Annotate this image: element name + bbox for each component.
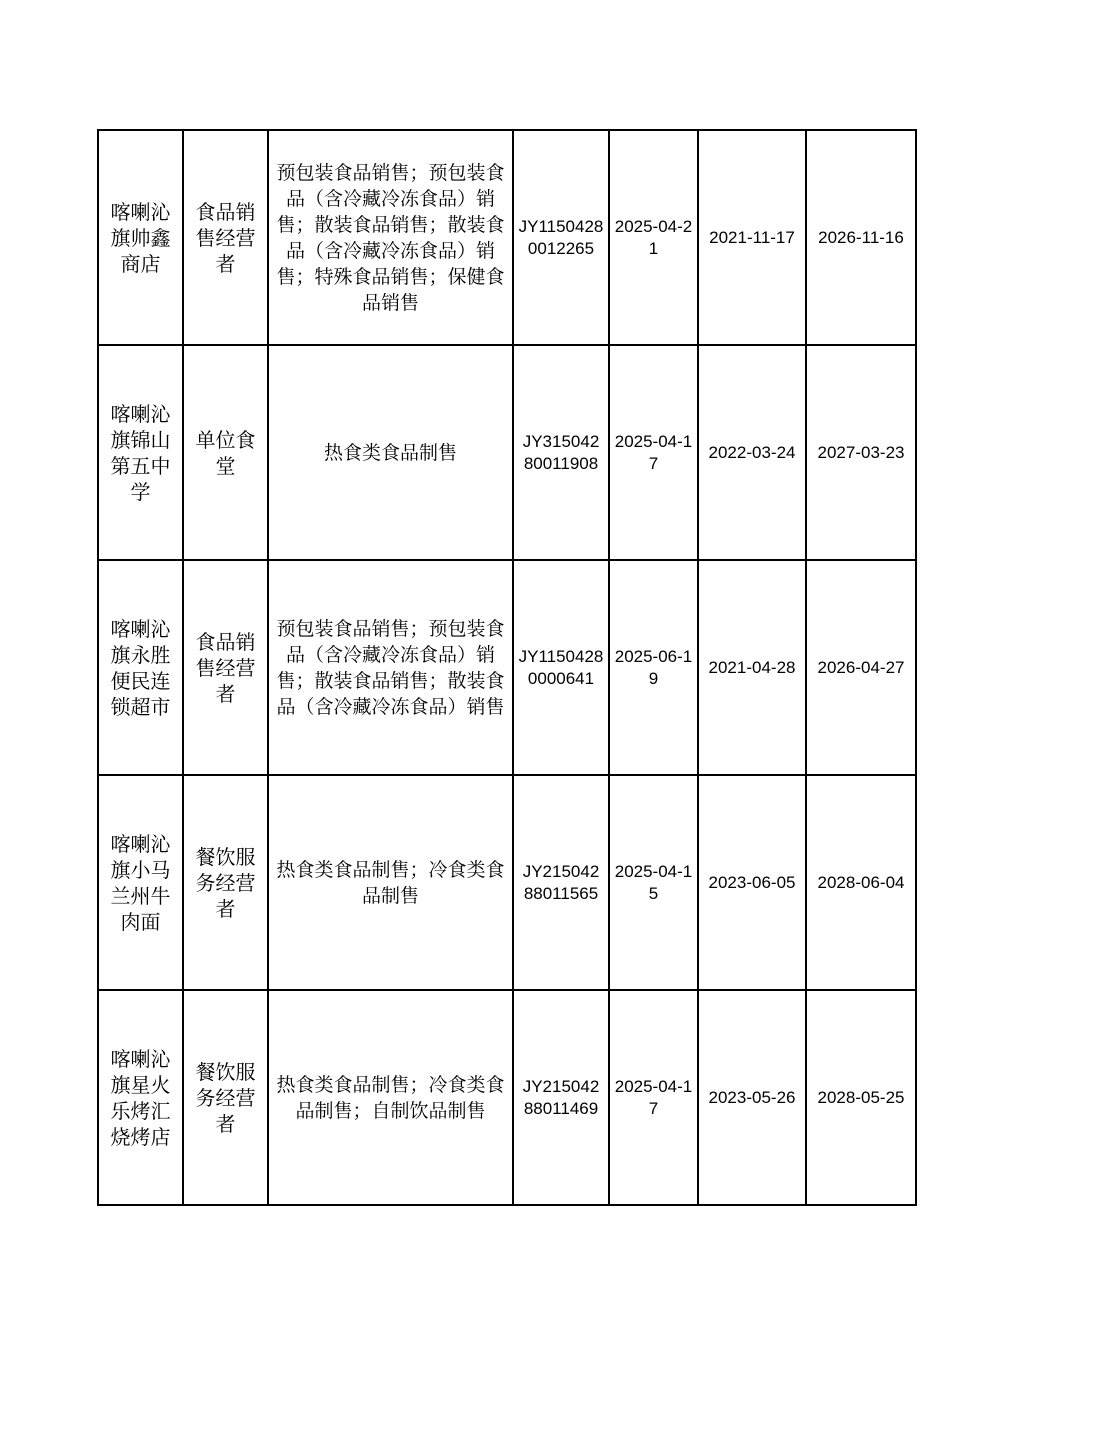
table-row: [98, 990, 916, 1205]
food-license-table: [97, 129, 917, 1206]
business-name-cell: 喀喇沁旗永胜便民连锁超市: [98, 560, 183, 775]
table-row: [98, 775, 916, 990]
table-row: [98, 130, 916, 345]
issue-date-cell: 2025-04-17: [609, 990, 698, 1205]
issue-date-cell: 2025-04-15: [609, 775, 698, 990]
operator-type-cell: 食品销售经营者: [183, 130, 268, 345]
business-scope-cell: 热食类食品制售: [268, 345, 513, 560]
license-number-cell: JY21504288011565: [513, 775, 609, 990]
valid-to-cell: 2027-03-23: [806, 345, 916, 560]
valid-from-cell: 2021-11-17: [698, 130, 806, 345]
valid-to-cell: 2028-06-04: [806, 775, 916, 990]
business-scope-cell: 预包装食品销售；预包装食品（含冷藏冷冻食品）销售；散装食品销售；散装食品（含冷藏冷冻食品）销售；特殊食品销售；保健食品销售: [268, 130, 513, 345]
operator-type-cell: 单位食堂: [183, 345, 268, 560]
business-scope-cell: 热食类食品制售；冷食类食品制售: [268, 775, 513, 990]
operator-type-cell: 食品销售经营者: [183, 560, 268, 775]
business-scope-cell: 预包装食品销售；预包装食品（含冷藏冷冻食品）销售；散装食品销售；散装食品（含冷藏冷冻食品）销售: [268, 560, 513, 775]
valid-from-cell: 2022-03-24: [698, 345, 806, 560]
business-name-cell: 喀喇沁旗小马兰州牛肉面: [98, 775, 183, 990]
issue-date-cell: 2025-04-17: [609, 345, 698, 560]
valid-from-cell: 2023-06-05: [698, 775, 806, 990]
valid-to-cell: 2026-04-27: [806, 560, 916, 775]
license-number-cell: JY11504280012265: [513, 130, 609, 345]
valid-to-cell: 2026-11-16: [806, 130, 916, 345]
license-number-cell: JY31504280011908: [513, 345, 609, 560]
business-name-cell: 喀喇沁旗星火乐烤汇烧烤店: [98, 990, 183, 1205]
issue-date-cell: 2025-06-19: [609, 560, 698, 775]
license-number-cell: JY11504280000641: [513, 560, 609, 775]
license-number-cell: JY21504288011469: [513, 990, 609, 1205]
valid-to-cell: 2028-05-25: [806, 990, 916, 1205]
operator-type-cell: 餐饮服务经营者: [183, 775, 268, 990]
business-name-cell: 喀喇沁旗锦山第五中学: [98, 345, 183, 560]
table-row: [98, 560, 916, 775]
operator-type-cell: 餐饮服务经营者: [183, 990, 268, 1205]
valid-from-cell: 2023-05-26: [698, 990, 806, 1205]
issue-date-cell: 2025-04-21: [609, 130, 698, 345]
business-scope-cell: 热食类食品制售；冷食类食品制售；自制饮品制售: [268, 990, 513, 1205]
business-name-cell: 喀喇沁旗帅鑫商店: [98, 130, 183, 345]
table-row: [98, 345, 916, 560]
valid-from-cell: 2021-04-28: [698, 560, 806, 775]
